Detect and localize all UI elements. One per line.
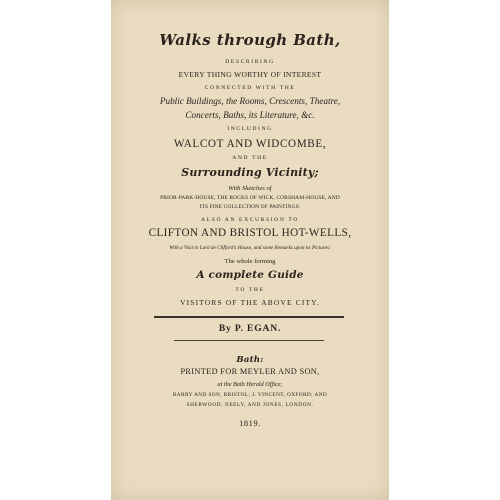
herald-line: at the Bath Herald Office; [217, 381, 283, 388]
including-line: INCLUDING [227, 126, 273, 132]
whole-forming-line: The whole forming [224, 258, 276, 265]
upper-rule [154, 316, 344, 318]
concerts-line: Concerts, Baths, its Literature, &c. [185, 110, 315, 120]
sherwood-line: SHERWOOD, NEELY, AND JONES, LONDON. [186, 402, 314, 408]
barry-line: BARRY AND SON, BRISTOL; J. VINCENT, OXFORD; AND [172, 392, 328, 398]
vicinity-line: Surrounding Vicinity; [181, 166, 319, 179]
excursion-line: ALSO AN EXCURSION TO [201, 217, 299, 223]
to-the-line: TO THE [235, 287, 265, 293]
year-line: 1819. [239, 419, 261, 428]
place-line: Bath: [236, 355, 264, 365]
title-page [111, 0, 389, 500]
describing-line: DESCRIBING [225, 59, 275, 65]
prior-park-line: PRIOR-PARK-HOUSE, THE ROCKS OF WICK, CORSHAM-HOUSE, AND [160, 195, 340, 201]
lower-rule [174, 340, 324, 341]
every-thing-line: EVERY THING WORTHY OF INTEREST [178, 70, 322, 79]
sketches-line: With Sketches of [228, 185, 272, 192]
visitors-line: VISITORS OF THE ABOVE CITY. [180, 298, 320, 307]
book-title: Walks through Bath, [159, 31, 341, 49]
author-line: By P. EGAN. [218, 323, 282, 334]
clifton-line: CLIFTON AND BRISTOL HOT-WELLS, [148, 227, 352, 239]
public-buildings-line: Public Buildings, the Rooms, Crescents, Theatre, [159, 96, 341, 106]
walcot-line: WALCOT AND WIDCOMBE, [173, 138, 327, 150]
connected-line: CONNECTED WITH THE [204, 85, 296, 91]
and-the-line: AND THE [232, 155, 268, 161]
visit-line: With a Visit to Lord de Clifford's House, and some Remarks upon its Pictures: [169, 245, 331, 251]
printed-line: PRINTED FOR MEYLER AND SON, [180, 367, 320, 376]
complete-guide-line: A complete Guide [196, 269, 304, 281]
paintings-line: ITS FINE COLLECTION OF PAINTINGS: [199, 204, 301, 210]
